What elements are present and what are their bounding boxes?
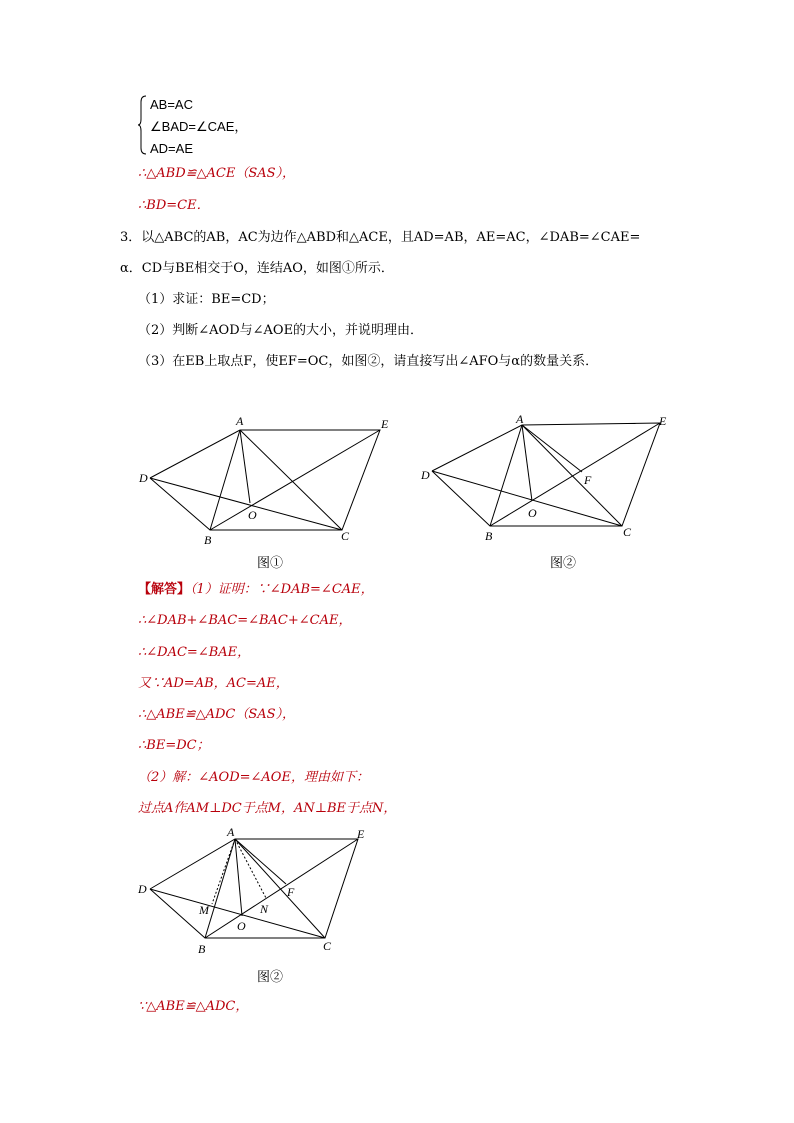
answer-step-9: ∵△ABE≌△ADC， xyxy=(138,999,249,1014)
label-C: C xyxy=(341,529,350,543)
answer-step-2: ∴∠DAB+∠BAC=∠BAC+∠CAE， xyxy=(138,613,352,628)
question-3-line-1: 3．以△ABC的AB，AC为边作△ABD和△ACE，且AD=AB，AE=AC，∠DAB=∠CAE= xyxy=(120,230,641,245)
figure-3 xyxy=(130,826,380,961)
question-3-part-2: （2）判断∠AOD与∠AOE的大小，并说明理由． xyxy=(138,323,424,338)
label-F: F xyxy=(584,473,592,487)
system-line-1: AB=AC xyxy=(150,97,193,112)
question-3-part-1: （1）求证：BE=CD； xyxy=(138,292,275,307)
label-E: E xyxy=(381,417,389,431)
figure-2 xyxy=(410,408,680,548)
label-M: M xyxy=(199,903,209,917)
label-O: O xyxy=(237,919,246,933)
label-E: E xyxy=(357,827,365,841)
label-A: A xyxy=(516,412,524,426)
label-O: O xyxy=(248,508,257,522)
figure-3-caption: 图② xyxy=(257,970,284,985)
figure-2-caption: 图② xyxy=(550,556,577,571)
answer-step-7: （2）解：∠AOD=∠AOE，理由如下： xyxy=(138,770,369,785)
figure-1-caption: 图① xyxy=(257,556,284,571)
label-N: N xyxy=(260,902,269,916)
answer-line-1 xyxy=(138,581,374,599)
label-B: B xyxy=(198,942,206,956)
label-D: D xyxy=(138,882,147,896)
label-F: F xyxy=(287,885,295,899)
label-C: C xyxy=(623,525,632,539)
answer-step-1: （1）证明：∵∠DAB=∠CAE， xyxy=(190,582,374,597)
label-B: B xyxy=(485,529,493,543)
answer-step-5: ∴△ABE≌△ADC（SAS）， xyxy=(138,707,296,722)
answer-tag: 【解答】 xyxy=(138,582,191,597)
label-E: E xyxy=(659,414,667,428)
label-D: D xyxy=(139,471,148,485)
label-O: O xyxy=(528,506,537,520)
question-3-part-3: （3）在EB上取点F，使EF=OC，如图②，请直接写出∠AFO与α的数量关系． xyxy=(138,354,599,369)
label-A: A xyxy=(227,826,235,839)
answer-step-6: ∴BE=DC； xyxy=(138,738,210,753)
label-C: C xyxy=(323,939,332,953)
left-brace xyxy=(138,94,148,156)
answer-step-4: 又∵AD=AB，AC=AE， xyxy=(138,676,289,691)
question-3-line-2: α．CD与BE相交于O，连结AO，如图①所示． xyxy=(120,261,394,276)
label-D: D xyxy=(421,468,430,482)
figure-1 xyxy=(130,410,400,550)
system-line-3: AD=AE xyxy=(150,141,193,156)
answer-step-8: 过点A作AM⊥DC于点M，AN⊥BE于点N， xyxy=(138,801,397,816)
congruence-conclusion: ∴△ABD≌△ACE（SAS）， xyxy=(138,166,296,181)
equality-conclusion: ∴BD=CE． xyxy=(138,198,210,213)
label-A: A xyxy=(236,414,244,428)
answer-step-3: ∴∠DAC=∠BAE， xyxy=(138,645,251,660)
system-line-2: ∠BAD=∠CAE， xyxy=(150,119,248,134)
label-B: B xyxy=(204,533,212,547)
